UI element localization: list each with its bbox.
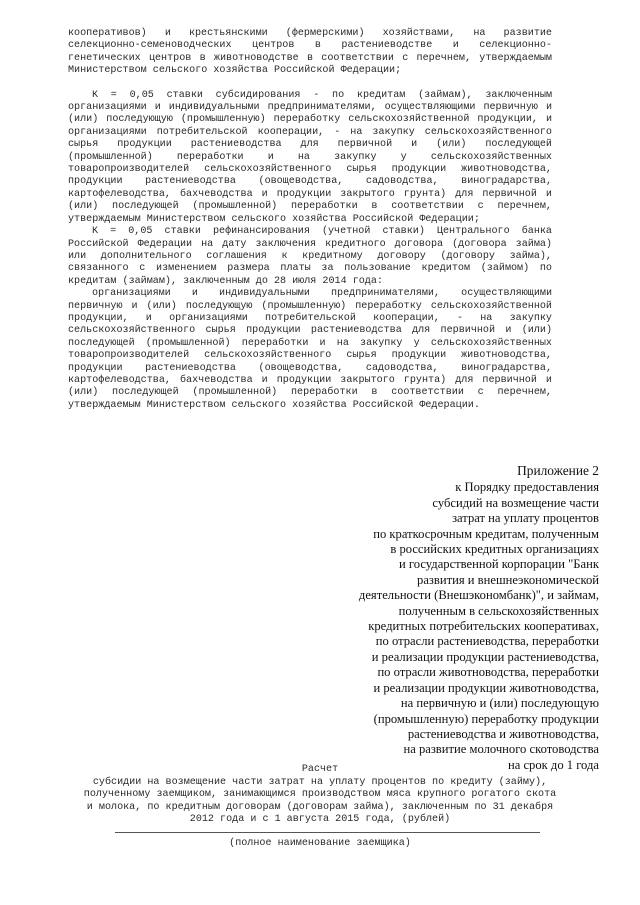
appendix-line: в российских кредитных организациях [390, 542, 599, 557]
calculation-title: Расчет [301, 764, 339, 775]
appendix-line: по краткосрочным кредитам, полученным [373, 526, 599, 541]
appendix-line: к Порядку предоставления [455, 480, 599, 495]
borrower-name-line [115, 832, 540, 833]
appendix-line: затрат на уплату процентов [452, 511, 599, 526]
appendix-line: деятельности (Внешэкономбанк)", и займам, [358, 588, 599, 603]
appendix-line: субсидий на возмещение части [432, 495, 599, 510]
calculation-description: субсидии на возмещение части затрат на уплату процентов по кредиту (займу), полученному заемщиком, занимающимся производством мяса крупного рогатого скота и молока, по кредитным договорам (договорам займа), заключенным по 31 декабря 2012 года и с 1 августа 2015 года, (рублей) [83, 777, 557, 826]
appendix-title: Приложение 2 [517, 463, 599, 478]
appendix-line: и реализации продукции растениеводства, [371, 649, 599, 664]
body-text [68, 28, 552, 412]
appendix-line: на срок до 1 года [507, 757, 599, 772]
borrower-name-caption: (полное наименование заемщика) [229, 838, 411, 849]
appendix-line: растениеводства и животноводства, [407, 726, 599, 741]
appendix-line: развития и внешнеэкономической [417, 572, 599, 587]
appendix-line: по отрасли растениеводства, переработки [375, 634, 599, 649]
appendix-line: (промышленную) переработку продукции [373, 711, 599, 726]
appendix-header [299, 463, 599, 773]
paragraph-organizations: организациями и индивидуальными предпринимателями, осуществляющими первичную и (или) последующую (промышленную) переработку сельскохозяйственной продукции, и организациями потребительской кооперации, - на закупку сельскохозяйственного сырья продукции растениеводства для первичной и (или) последующей (промышленной) переработки и на закупку у сельскохозяйственных товаропроизводителей сельскохозяйственного сырья продукции животноводства, продукции растениеводства (овощеводства, садоводства, виноградарства, картофелеводства, бахчеводства и продукции закрытого грунта) для первичной и (или) последующей (промышленной) переработки в соответствии с перечнем, утверждаемым Министерством сельского хозяйства Российской Федерации. [68, 288, 552, 411]
appendix-line: и реализации продукции животноводства, [373, 680, 599, 695]
paragraph-cooperatives: кооперативов) и крестьянскими (фермерскими) хозяйствами, на развитие селекционно-семеноводческих центров в растениеводстве и селекционно-генетических центров в животноводстве в соответствии с перечнем, утверждаемым Министерством сельского хозяйства Российской Федерации; [68, 28, 552, 77]
appendix-line: и государственной корпорации "Банк [399, 557, 599, 572]
paragraph-k-refinancing: K = 0,05 ставки рефинансирования (учетной ставки) Центрального банка Российской Федерации на дату заключения кредитного договора (договора займа) или дополнительного соглашения к кредитному договору (договору займа), связанного с изменением размера платы за пользование кредитом (займом) по кредитам (займам), заключенным до 28 июля 2014 года: [68, 226, 552, 287]
paragraph-k-processing: K = 0,05 ставки субсидирования - по кредитам (займам), заключенным организациями и индивидуальными предпринимателями, осуществляющими первичную и (или) последующую (промышленную) переработку сельскохозяйственной продукции, и организациями потребительской кооперации, - на закупку сельскохозяйственного сырья продукции растениеводства для первичной и (или) последующей (промышленной) переработки и на закупку у сельскохозяйственных товаропроизводителей сельскохозяйственного сырья продукции животноводства, продукции растениеводства (овощеводства, садоводства, виноградарства, картофелеводства, бахчеводства и продукции закрытого грунта) для первичной и (или) последующей (промышленной) переработки в соответствии с перечнем, утверждаемым Министерством сельского хозяйства Российской Федерации; [68, 89, 552, 225]
appendix-line: на развитие молочного скотоводства [403, 742, 599, 757]
appendix-line: кредитных потребительских кооперативах, [368, 619, 599, 634]
appendix-line: по отрасли животноводства, переработки [377, 665, 599, 680]
appendix-line: на первичную и (или) последующую [400, 696, 599, 711]
appendix-line: полученным в сельскохозяйственных [398, 603, 599, 618]
